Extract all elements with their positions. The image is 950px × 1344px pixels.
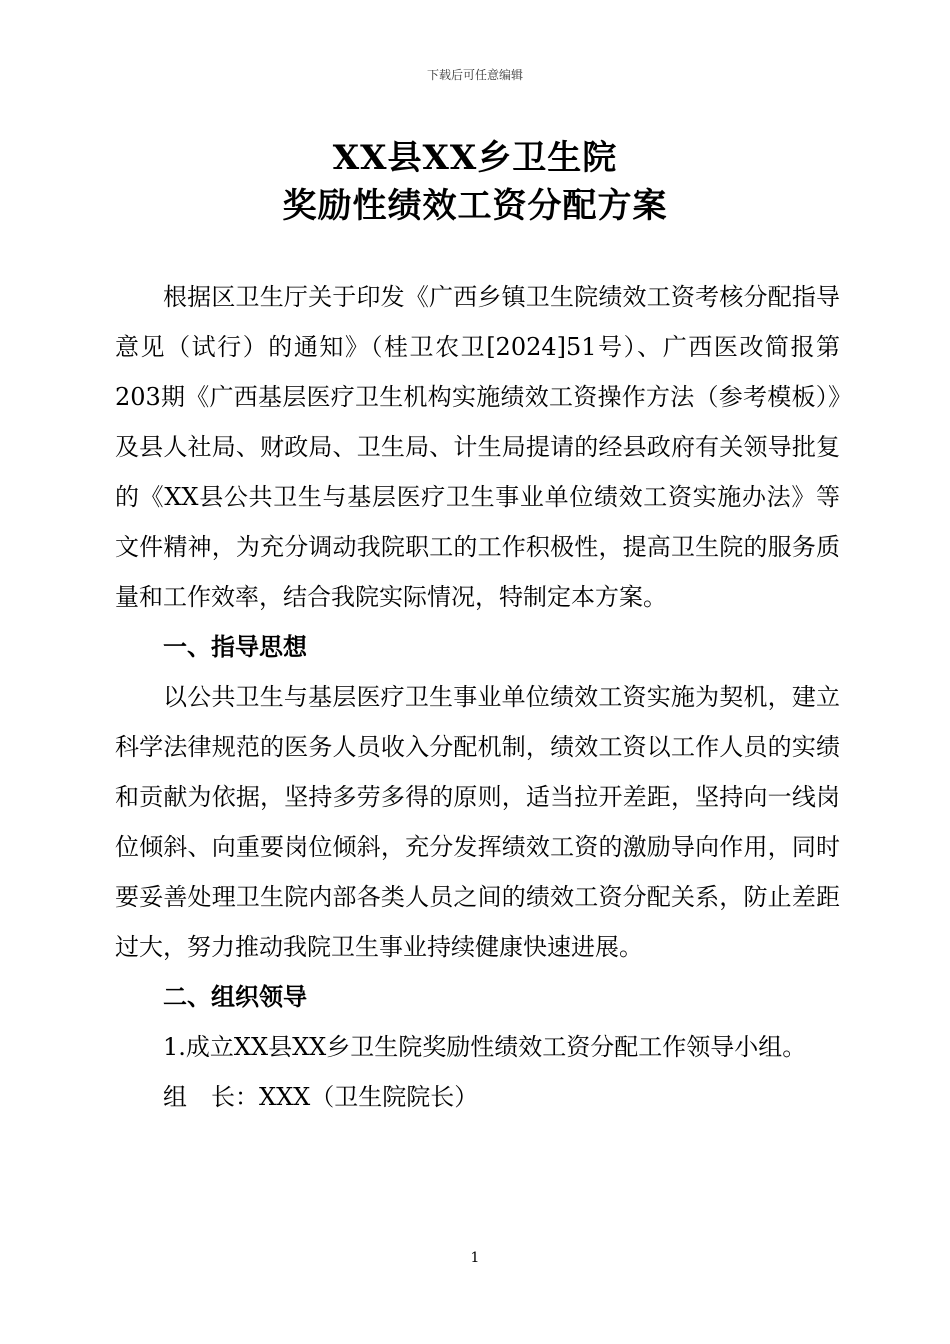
list-item-group-leader: 组 长：XXX（卫生院院长） — [163, 1083, 479, 1111]
document-body — [115, 272, 840, 1122]
list-item-leading-group: 1.成立XX县XX乡卫生院奖励性绩效工资分配工作领导小组。 — [163, 1033, 807, 1061]
section-paragraph-guiding-ideology: 以公共卫生与基层医疗卫生事业单位绩效工资实施为契机，建立科学法律规范的医务人员收入分配机制，绩效工资以工作人员的实绩和贡献为依据，坚持多劳多得的原则，适当拉开差距，坚持向一线岗位倾斜、向重要岗位倾斜，充分发挥绩效工资的激励导向作用，同时要妥善处理卫生院内部各类人员之间的绩效工资分配关系，防止差距过大，努力推动我院卫生事业持续健康快速进展。 — [115, 683, 840, 961]
document-title-line2: 奖励性绩效工资分配方案 — [282, 186, 668, 226]
page-header-note: 下载后可任意编辑 — [426, 68, 523, 82]
intro-paragraph: 根据区卫生厅关于印发《广西乡镇卫生院绩效工资考核分配指导意见（试行）的通知》（桂卫农卫[2024]51号）、广西医改简报第203期《广西基层医疗卫生机构实施绩效工资操作方法（参考模板）》及县人社局、财政局、卫生局、计生局提请的经县政府有关领导批复的《XX县公共卫生与基层医疗卫生事业单位绩效工资实施办法》等文件精神，为充分调动我院职工的工作积极性，提高卫生院的服务质量和工作效率，结合我院实际情况，特制定本方案。 — [115, 283, 840, 611]
document-title-line1: XX县XX乡卫生院 — [332, 138, 618, 178]
page-number: 1 — [470, 1250, 480, 1266]
section-heading-organization: 二、组织领导 — [163, 983, 307, 1011]
section-heading-guiding-ideology: 一、指导思想 — [163, 633, 307, 661]
